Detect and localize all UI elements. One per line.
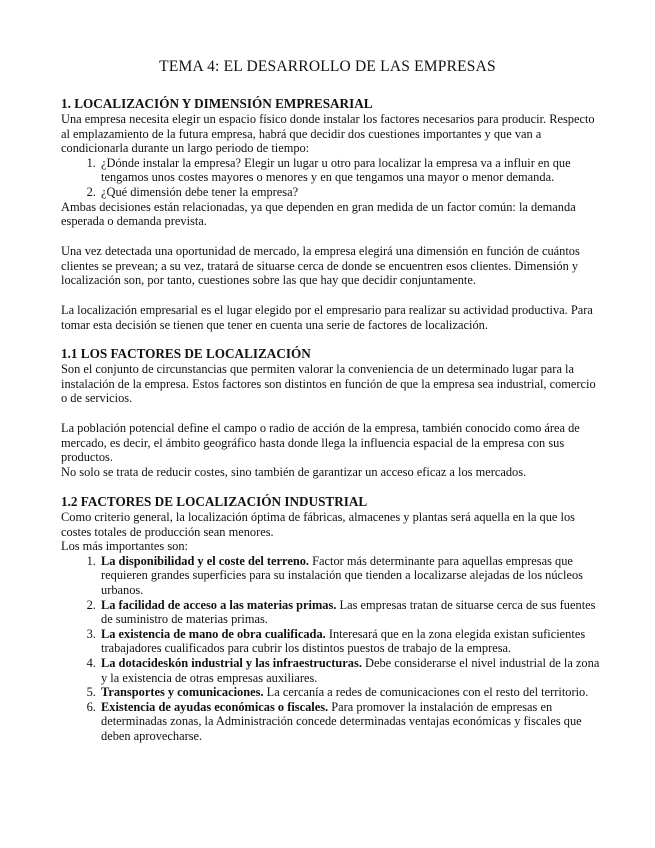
- factors-list: [61, 554, 601, 744]
- section-1-2-heading: 1.2 FACTORES DE LOCALIZACIÓN INDUSTRIAL: [61, 494, 368, 509]
- list-item: [99, 627, 601, 656]
- factor-title: La disponibilidad y el coste del terreno.: [101, 553, 310, 568]
- paragraph: La población potencial define el campo o radio de acción de la empresa, también conocido como área de mercado, es decir, el ámbito geográfico hasta donde llega la influencia espacial de la empresa con sus productos.: [61, 421, 580, 465]
- section-1-1-heading: 1.1 LOS FACTORES DE LOCALIZACIÓN: [61, 346, 311, 361]
- list-item: [99, 700, 601, 744]
- section-1: [61, 96, 601, 229]
- section-1-paragraph-2: [61, 244, 601, 288]
- factor-text: Para promover la instalación de empresas en determinadas zonas, la Administración concede determinadas ventajas económicas y fiscales que deben aprovecharse.: [101, 699, 582, 743]
- section-1-1-paragraph-2: [61, 421, 601, 479]
- factor-text: Factor más determinante para aquellas empresas que requieren grandes superficies para su instalación que tienden a localizarse alejadas de los núcleos urbanos.: [101, 553, 584, 597]
- factor-title: Existencia de ayudas económicas o fiscales.: [101, 699, 329, 714]
- list-item: 2. ¿Qué dimensión debe tener la empresa?: [99, 185, 601, 200]
- section-1-intro: Una empresa necesita elegir un espacio físico donde instalar los factores necesarios para producir. Respecto al emplazamiento de la futura empresa, habrá que decidir dos cuestiones importantes y que van a condicionarla durante un largo periodo de tiempo:: [61, 112, 595, 156]
- paragraph: Los más importantes son:: [61, 539, 188, 554]
- list-item: [99, 598, 601, 627]
- section-1-1: [61, 346, 601, 406]
- section-1-heading: 1. LOCALIZACIÓN Y DIMENSIÓN EMPRESARIAL: [61, 96, 373, 111]
- section-1-2: [61, 494, 601, 744]
- list-item: [99, 656, 601, 685]
- list-item: 1. ¿Dónde instalar la empresa? Elegir un lugar u otro para localizar la empresa va a influir en que tengamos unos costes mayores o menores y en que tengamos una mayor o menor demanda.: [99, 156, 601, 185]
- factor-title: La dotacideskón industrial y las infraestructuras.: [101, 655, 362, 670]
- section-1-paragraph: Ambas decisiones están relacionadas, ya que dependen en gran medida de un factor común: la demanda esperada o demanda prevista.: [61, 199, 576, 229]
- factor-text: La cercanía a redes de comunicaciones con el resto del territorio.: [263, 685, 589, 700]
- list-item: [99, 685, 601, 700]
- document-title: TEMA 4: EL DESARROLLO DE LAS EMPRESAS: [159, 58, 496, 75]
- paragraph: Son el conjunto de circunstancias que permiten valorar la conveniencia de un determinado lugar para la instalación de la empresa. Estos factores son distintos en función de que la empresa sea industrial, comercio o de servicios.: [61, 362, 596, 406]
- factor-title: Transportes y comunicaciones.: [101, 685, 264, 700]
- section-1-paragraph-3: [61, 303, 601, 332]
- paragraph: No solo se trata de reducir costes, sino también de garantizar un acceso eficaz a los mercados.: [61, 464, 527, 479]
- paragraph: Como criterio general, la localización óptima de fábricas, almacenes y plantas será aquella en la que los costes totales de producción sean menores.: [61, 510, 575, 539]
- factor-text: Debe considerarse el nivel industrial de la zona y la existencia de otras empresas auxiliares.: [101, 655, 600, 685]
- list-item: [99, 554, 601, 598]
- factor-text: Interesará que en la zona elegida existan suficientes trabajadores cualificados para cubrir los distintos puestos de trabajo de la empresa.: [101, 626, 586, 656]
- factor-title: La existencia de mano de obra cualificada.: [101, 626, 326, 641]
- paragraph: La localización empresarial es el lugar elegido por el empresario para realizar su actividad productiva. Para tomar esta decisión se tienen que tener en cuenta una serie de factores de localización.: [61, 303, 593, 332]
- factor-title: La facilidad de acceso a las materias primas.: [101, 597, 337, 612]
- paragraph: Una vez detectada una oportunidad de mercado, la empresa elegirá una dimensión en función de cuántos clientes se prevean; a su vez, tratará de situarse cerca de donde se encuentren esos clientes. Dimensión y localización son, por tanto, cuestiones sobre las que hay que decidir conjuntamente.: [61, 244, 580, 288]
- section-1-list: [61, 156, 601, 200]
- factor-text: Las empresas tratan de situarse cerca de sus fuentes de suministro de materias primas.: [101, 597, 596, 627]
